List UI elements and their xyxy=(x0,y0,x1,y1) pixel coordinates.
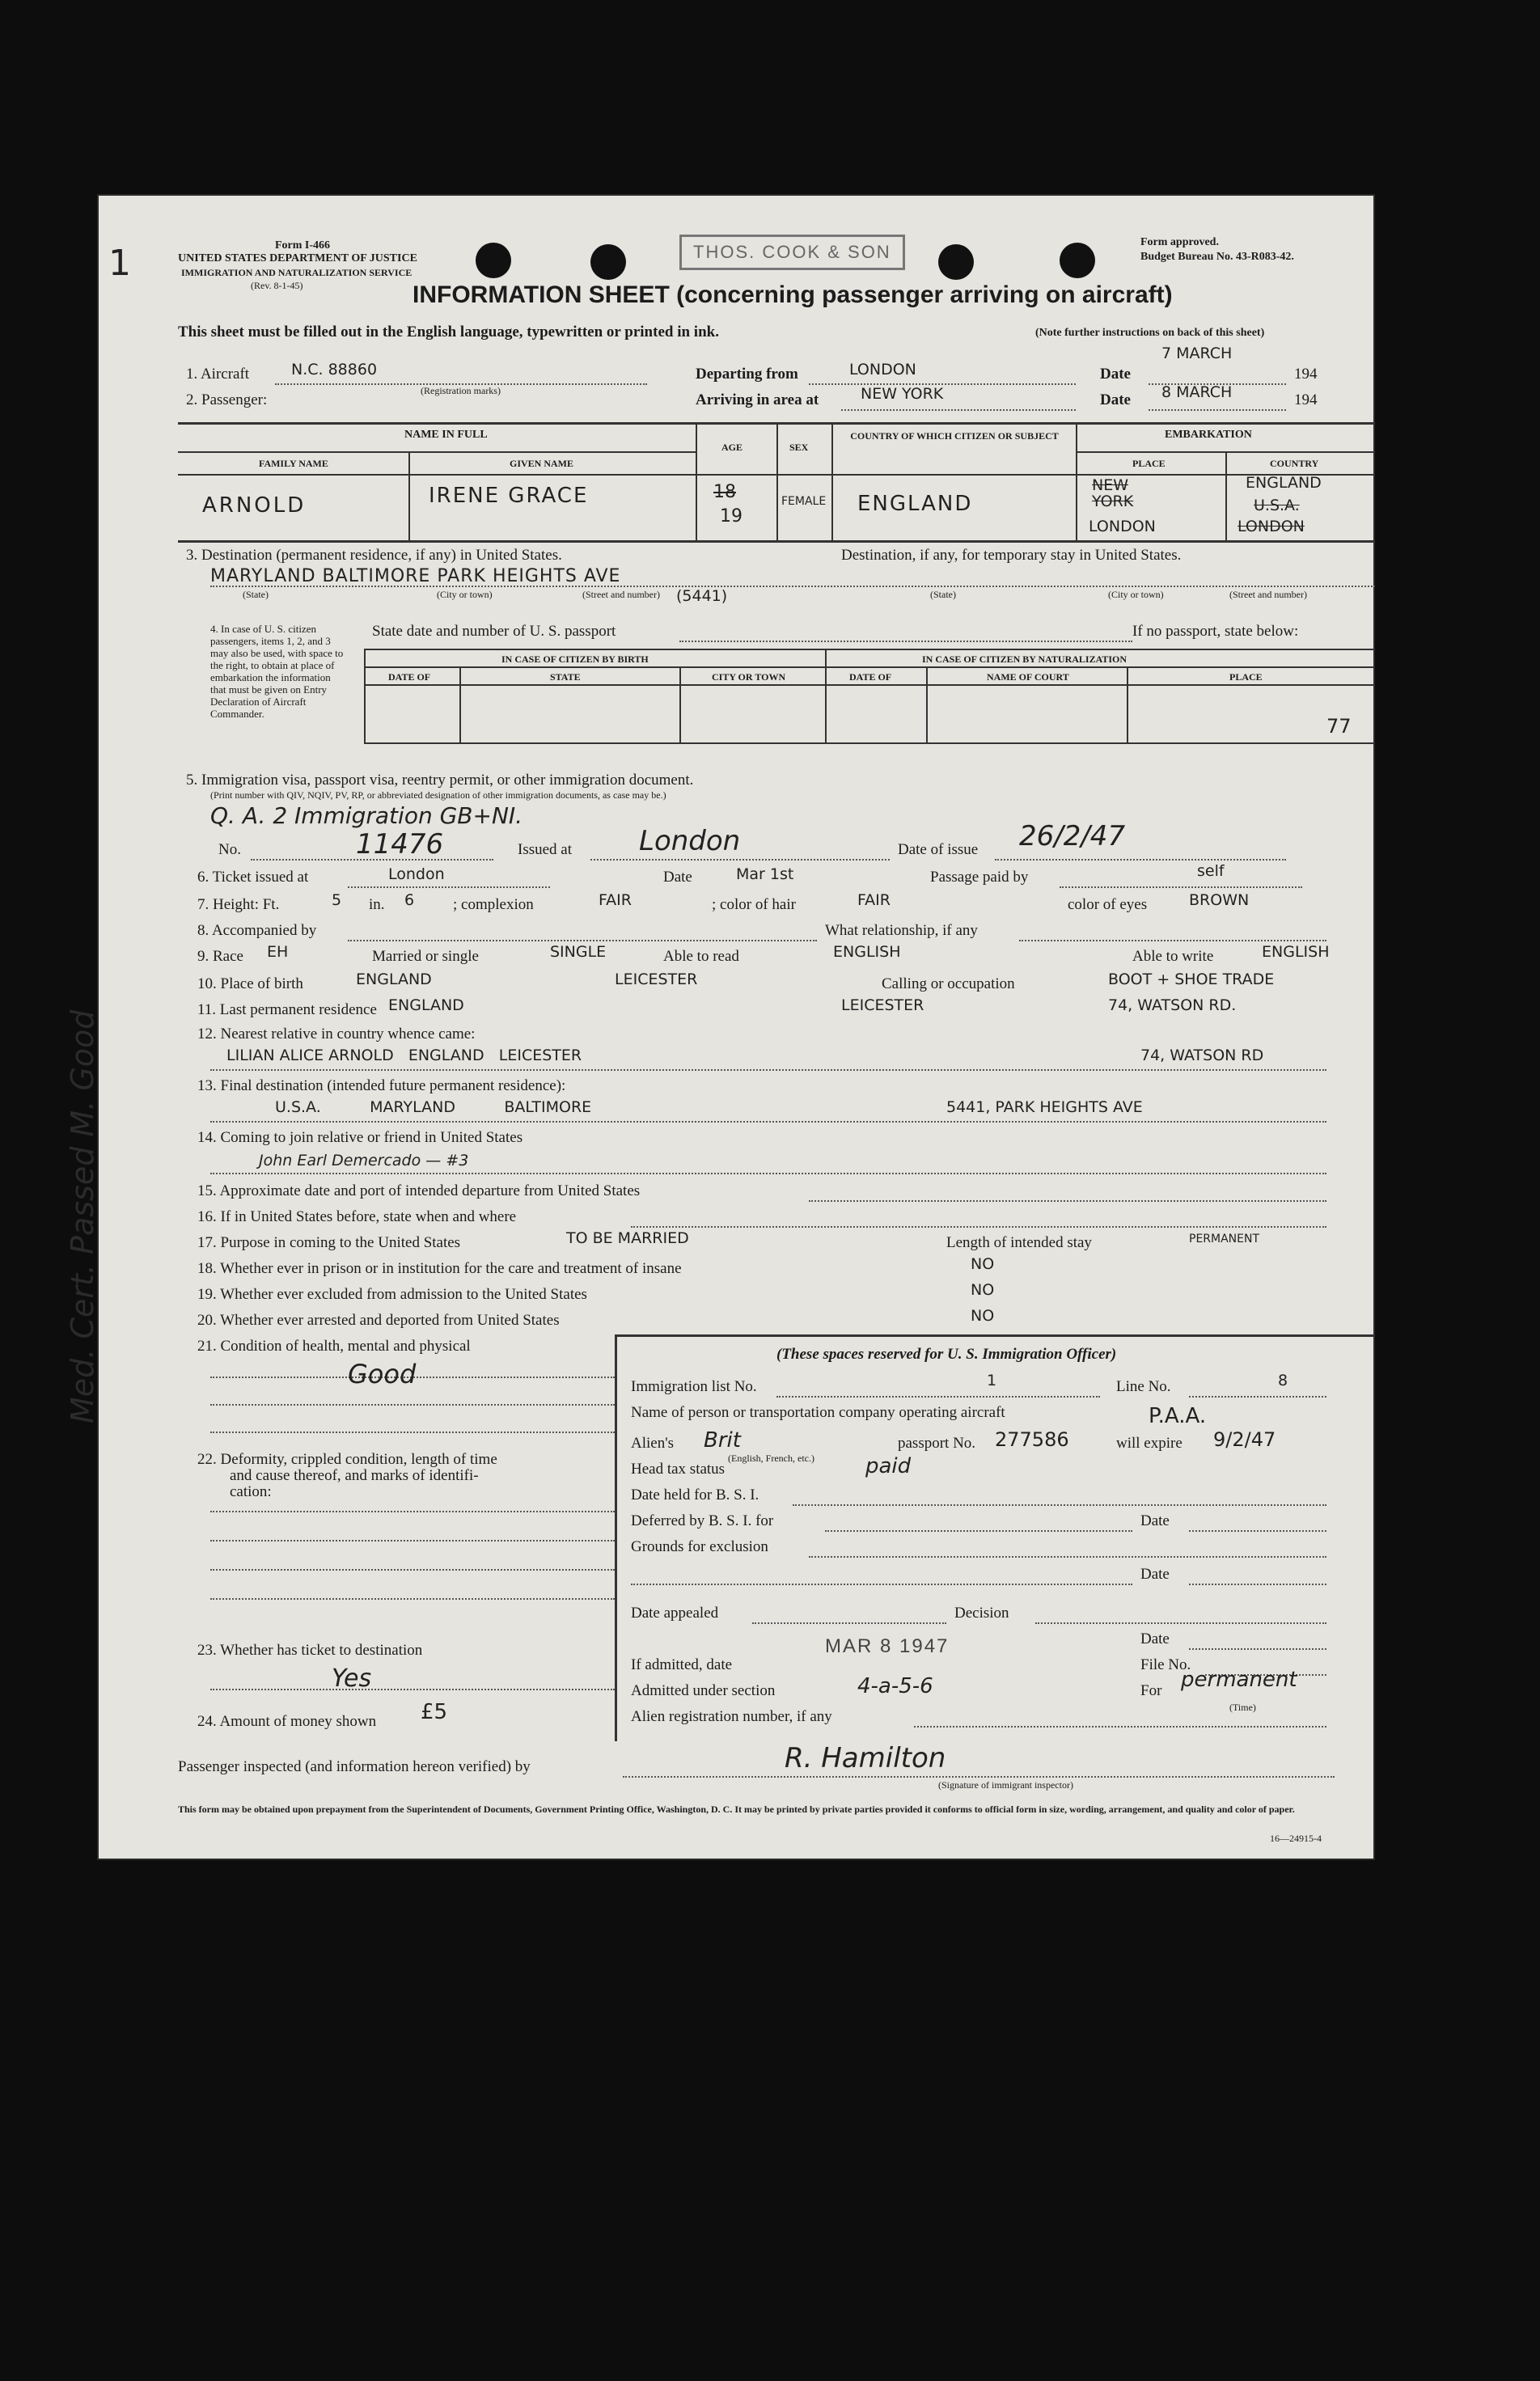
row16-label: 16. If in United States before, state when and where xyxy=(197,1208,517,1225)
row6-date-label: Date xyxy=(663,869,692,886)
doc-number-label: No. xyxy=(218,841,241,858)
departing-label: Departing from xyxy=(696,366,798,383)
instruction-text: This sheet must be filled out in the English language, typewritten or printed in ink. xyxy=(178,324,719,340)
immigration-doc-sub: (Print number with QIV, NQIV, PV, RP, or abbreviated designation of other immigration documents, as case may be.) xyxy=(210,789,666,801)
inspected-label: Passenger inspected (and information hereon verified) by xyxy=(178,1758,531,1775)
row7-eyes: BROWN xyxy=(1189,891,1250,909)
destination-number: (5441) xyxy=(676,587,728,605)
age-value: 19 xyxy=(720,506,742,527)
aircraft-label: 1. Aircraft xyxy=(186,366,250,383)
ticket-value: Yes xyxy=(332,1664,372,1693)
passport-no-value: 277586 xyxy=(995,1428,1069,1451)
grounds-date-label: Date xyxy=(1140,1566,1170,1583)
admitted-value: MAR 8 1947 xyxy=(825,1635,950,1657)
row9-label: 9. Race xyxy=(197,948,243,965)
us-citizen-note: 4. In case of U. S. citizen passengers, items 1, 2, and 3 may also be used, with space to the right, to obtain at place of embarkation the information that must be given on Entry Declaration of Aircraft Commander. xyxy=(210,623,344,720)
country-value: ENGLAND xyxy=(1246,474,1322,492)
row11-label: 11. Last permanent residence xyxy=(197,1001,377,1018)
date-of-issue-label: Date of issue xyxy=(898,841,979,858)
sub-street-2: (Street and number) xyxy=(1229,589,1307,600)
col-city: CITY OR TOWN xyxy=(712,671,786,683)
form-code: 16—24915-4 xyxy=(1270,1833,1322,1844)
row19-label: 19. Whether ever excluded from admission to the United States xyxy=(197,1286,587,1303)
date-label-2: Date xyxy=(1100,391,1131,408)
row10-label: 10. Place of birth xyxy=(197,975,303,992)
row10-country: ENGLAND xyxy=(356,971,432,988)
row13-destination: U.S.A. MARYLAND BALTIMORE xyxy=(275,1098,592,1116)
file-no-label: File No. xyxy=(1140,1656,1191,1673)
section-value: 4-a-5-6 xyxy=(857,1674,933,1698)
decision-date-label: Date xyxy=(1140,1630,1170,1647)
arriving-label: Arriving in area at xyxy=(696,391,819,408)
row9-read: ENGLISH xyxy=(833,943,901,961)
row13-label: 13. Final destination (intended future permanent residence): xyxy=(197,1077,566,1094)
row11-city: LEICESTER xyxy=(841,996,924,1014)
department-line: UNITED STATES DEPARTMENT OF JUSTICE xyxy=(178,252,417,264)
form-title: INFORMATION SHEET (concerning passenger arriving on aircraft) xyxy=(412,281,1173,308)
col-country: COUNTRY xyxy=(1270,458,1319,469)
budget-bureau: Budget Bureau No. 43-R083-42. xyxy=(1140,251,1294,263)
row6-date-value: Mar 1st xyxy=(736,865,794,883)
row14-relative: John Earl Demercado — #3 xyxy=(259,1152,469,1169)
row9-read-label: Able to read xyxy=(663,948,739,965)
signature-sub: (Signature of immigrant inspector) xyxy=(938,1779,1073,1791)
handwritten-mark: 1 xyxy=(108,243,131,284)
punch-hole xyxy=(476,243,511,278)
bsi-label: Date held for B. S. I. xyxy=(631,1487,759,1503)
row17-purpose: TO BE MARRIED xyxy=(566,1229,689,1247)
company-value: P.A.A. xyxy=(1149,1404,1207,1428)
sub-street: (Street and number) xyxy=(582,589,660,600)
row7-eyes-label: color of eyes xyxy=(1068,896,1148,913)
service-line: IMMIGRATION AND NATURALIZATION SERVICE xyxy=(181,267,412,278)
expire-label: will expire xyxy=(1116,1435,1182,1452)
row7-inches: 6 xyxy=(404,891,415,909)
immigration-doc-label: 5. Immigration visa, passport visa, reentry permit, or other immigration document. xyxy=(186,772,694,789)
issued-at-label: Issued at xyxy=(518,841,573,858)
col-place-nat: PLACE xyxy=(1229,671,1263,683)
health-value: Good xyxy=(348,1359,417,1389)
row7-label: 7. Height: Ft. xyxy=(197,896,280,913)
birth-header: IN CASE OF CITIZEN BY BIRTH xyxy=(501,653,649,665)
officer-header: (These spaces reserved for U. S. Immigration Officer) xyxy=(776,1346,1117,1363)
row8-label: 8. Accompanied by xyxy=(197,922,317,939)
sex-value: FEMALE xyxy=(781,495,827,508)
col-place: PLACE xyxy=(1132,458,1166,469)
alien-value: Brit xyxy=(704,1428,741,1453)
col-date-birth: DATE OF xyxy=(388,671,431,683)
passenger-label: 2. Passenger: xyxy=(186,391,268,408)
sub-city: (City or town) xyxy=(437,589,493,600)
budget-approved: Form approved. xyxy=(1140,236,1219,248)
row10-occupation-label: Calling or occupation xyxy=(882,975,1015,992)
naturalization-header: IN CASE OF CITIZEN BY NATURALIZATION xyxy=(922,653,1128,665)
row6-paid-label: Passage paid by xyxy=(930,869,1029,886)
col-court: NAME OF COURT xyxy=(987,671,1069,683)
line-no-label: Line No. xyxy=(1116,1378,1171,1395)
issued-at-value: London xyxy=(639,825,741,857)
alien-reg-label: Alien registration number, if any xyxy=(631,1708,832,1725)
deformity-label-2: and cause thereof, and marks of identifi- xyxy=(230,1467,479,1484)
ticket-label: 23. Whether has ticket to destination xyxy=(197,1642,423,1659)
row7-complexion: FAIR xyxy=(599,891,632,909)
country-struck: U.S.A. xyxy=(1254,497,1300,514)
family-name-value: ARNOLD xyxy=(202,493,307,518)
immigration-list-label: Immigration list No. xyxy=(631,1378,757,1395)
deformity-label-3: cation: xyxy=(230,1483,272,1500)
col-date-nat: DATE OF xyxy=(849,671,892,683)
row19-value: NO xyxy=(971,1281,995,1299)
row7-in-label: in. xyxy=(369,896,385,913)
row8-relationship-label: What relationship, if any xyxy=(825,922,978,939)
grounds-label: Grounds for exclusion xyxy=(631,1538,768,1555)
row11-street: 74, WATSON RD. xyxy=(1108,996,1237,1014)
row20-label: 20. Whether ever arrested and deported from United States xyxy=(197,1312,560,1329)
sub-city-2: (City or town) xyxy=(1108,589,1164,600)
money-value: £5 xyxy=(421,1700,448,1724)
place-struck: NEW YORK xyxy=(1092,476,1134,510)
year-2: 194 xyxy=(1294,391,1318,408)
for-value: permanent xyxy=(1181,1668,1297,1692)
row17-stay-label: Length of intended stay xyxy=(946,1234,1092,1251)
deferred-label: Deferred by B. S. I. for xyxy=(631,1512,774,1529)
col-country-citizen: COUNTRY OF WHICH CITIZEN OR SUBJECT xyxy=(850,430,1059,442)
aircraft-value: N.C. 88860 xyxy=(291,361,378,379)
head-tax-label: Head tax status xyxy=(631,1461,726,1478)
revision: (Rev. 8-1-45) xyxy=(251,280,303,291)
date-value-2: 8 MARCH xyxy=(1161,383,1233,401)
row9-write: ENGLISH xyxy=(1262,943,1330,961)
instruction-note: (Note further instructions on back of this sheet) xyxy=(1035,327,1265,339)
row15-label: 15. Approximate date and port of intended departure from United States xyxy=(197,1182,641,1199)
money-label: 24. Amount of money shown xyxy=(197,1713,377,1730)
date-of-issue-value: 26/2/47 xyxy=(1019,820,1126,852)
doc-handwritten: Q. A. 2 Immigration GB+NI. xyxy=(210,802,523,829)
decision-label: Decision xyxy=(954,1605,1009,1622)
row7-hair-label: ; color of hair xyxy=(712,896,796,913)
row6-label: 6. Ticket issued at xyxy=(197,869,309,886)
col-state: STATE xyxy=(550,671,581,683)
row18-label: 18. Whether ever in prison or in institution for the care and treatment of insane xyxy=(197,1260,682,1277)
destination-value: MARYLAND BALTIMORE PARK HEIGHTS AVE xyxy=(210,566,621,586)
row6-paid-value: self xyxy=(1197,862,1225,880)
immigration-list-value: 1 xyxy=(987,1372,997,1389)
date-value-1: 7 MARCH xyxy=(1161,345,1233,362)
form-number: Form I-466 xyxy=(275,239,331,252)
head-tax-value: paid xyxy=(865,1454,912,1478)
sub-state-2: (State) xyxy=(930,589,956,600)
row12-label: 12. Nearest relative in country whence came: xyxy=(197,1026,476,1042)
fine-print: This form may be obtained upon prepayment from the Superintendent of Documents, Government Printing Office, Washington, D. C. It may be printed by private parties provided it conforms to official form in size, wording, arrangement, and quality and color of paper. xyxy=(178,1804,1295,1815)
row17-label: 17. Purpose in coming to the United States xyxy=(197,1234,461,1251)
citizen-value: ENGLAND xyxy=(857,492,973,516)
age-struck: 18 xyxy=(713,482,736,502)
punch-hole xyxy=(590,244,626,280)
row9-write-label: Able to write xyxy=(1132,948,1214,965)
place-value: LONDON xyxy=(1089,518,1156,535)
expire-value: 9/2/47 xyxy=(1213,1428,1276,1451)
row7-hair: FAIR xyxy=(857,891,891,909)
deferred-date-label: Date xyxy=(1140,1512,1170,1529)
row10-occupation: BOOT + SHOE TRADE xyxy=(1108,971,1275,988)
row17-stay: PERMANENT xyxy=(1189,1233,1260,1245)
alien-label: Alien's xyxy=(631,1435,675,1452)
row18-value: NO xyxy=(971,1255,995,1273)
inspector-signature: R. Hamilton xyxy=(785,1742,946,1774)
col-given-name: GIVEN NAME xyxy=(510,458,574,469)
information-sheet-form xyxy=(97,194,1375,1860)
health-label: 21. Condition of health, mental and physical xyxy=(197,1338,471,1355)
row7-complexion-label: ; complexion xyxy=(453,896,534,913)
row9-married-label: Married or single xyxy=(372,948,479,965)
company-label: Name of person or transportation company operating aircraft xyxy=(631,1404,1005,1421)
doc-number-value: 11476 xyxy=(356,828,444,861)
alien-sub: (English, French, etc.) xyxy=(728,1453,814,1464)
row14-label: 14. Coming to join relative or friend in United States xyxy=(197,1129,523,1146)
row11-country: ENGLAND xyxy=(388,996,464,1014)
no-passport-label: If no passport, state below: xyxy=(1132,623,1299,640)
country-value-2: LONDON xyxy=(1238,518,1305,535)
registration-sub: (Registration marks) xyxy=(421,385,501,396)
deformity-label: 22. Deformity, crippled condition, length of time xyxy=(197,1451,497,1468)
line-no-value: 8 xyxy=(1278,1372,1288,1389)
row13-street: 5441, PARK HEIGHTS AVE xyxy=(946,1098,1143,1116)
row9-married: SINGLE xyxy=(550,943,607,961)
col-embarkation: EMBARKATION xyxy=(1165,429,1252,441)
col-sex: SEX xyxy=(789,442,809,453)
row20-value: NO xyxy=(971,1307,995,1325)
time-sub: (Time) xyxy=(1229,1702,1256,1713)
col-family-name: FAMILY NAME xyxy=(259,458,328,469)
admitted-label: If admitted, date xyxy=(631,1656,733,1673)
departing-value: LONDON xyxy=(849,361,916,379)
arriving-value: NEW YORK xyxy=(861,385,944,403)
place-mark: 77 xyxy=(1326,715,1352,738)
temp-destination-label: Destination, if any, for temporary stay in United States. xyxy=(841,547,1182,564)
row12-relative: LILIAN ALICE ARNOLD ENGLAND LEICESTER xyxy=(226,1047,582,1064)
year-1: 194 xyxy=(1294,366,1318,383)
passport-no-label: passport No. xyxy=(898,1435,976,1452)
row6-value: London xyxy=(388,865,445,883)
margin-handwriting: Med. Cert. Passed M. Good xyxy=(65,1009,100,1423)
date-label-1: Date xyxy=(1100,366,1131,383)
passport-label: State date and number of U. S. passport xyxy=(372,623,616,640)
agency-stamp: THOS. COOK & SON xyxy=(679,235,905,270)
for-label: For xyxy=(1140,1682,1162,1699)
row10-city: LEICESTER xyxy=(615,971,698,988)
sub-state: (State) xyxy=(243,589,269,600)
punch-hole xyxy=(938,244,974,280)
col-age: AGE xyxy=(721,442,743,453)
appealed-label: Date appealed xyxy=(631,1605,719,1622)
destination-label: 3. Destination (permanent residence, if any) in United States. xyxy=(186,547,562,564)
section-label: Admitted under section xyxy=(631,1682,776,1699)
punch-hole xyxy=(1060,243,1095,278)
row9-race: EH xyxy=(267,943,289,961)
given-name-value: IRENE GRACE xyxy=(429,484,589,508)
row7-feet: 5 xyxy=(332,891,342,909)
row12-street: 74, WATSON RD xyxy=(1140,1047,1264,1064)
name-group-header: NAME IN FULL xyxy=(404,429,488,441)
